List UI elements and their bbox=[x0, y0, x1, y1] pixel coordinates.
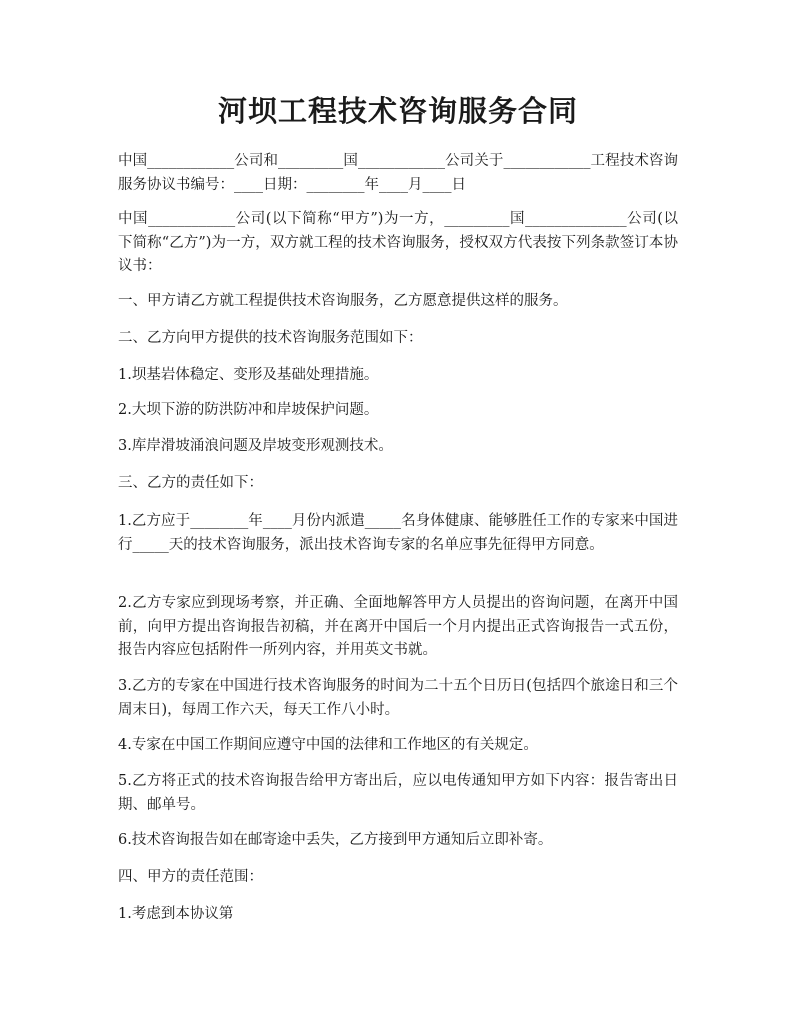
paragraph-clause-4: 四、甲方的责任范围： bbox=[118, 869, 263, 885]
paragraph-clause-3-item-4: 4.专家在中国工作期间应遵守中国的法律和工作地区的有关规定。 bbox=[118, 737, 538, 753]
paragraph-clause-3-item-6: 6.技术咨询报告如在邮寄途中丢失，乙方接到甲方通知后立即补寄。 bbox=[118, 832, 553, 848]
paragraph-parties: 中国____________公司(以下简称“甲方”)为一方，_________国______________公司(以下简称“乙方”)为一方，双方就工程的技术咨询服务，授权双方代表按下列条款签订本协议书： bbox=[118, 211, 678, 274]
paragraph-clause-3-item-1: 1.乙方应于________年____月份内派遣_____名身体健康、能够胜任工作的专家来中国进行_____天的技术咨询服务，派出技术咨询专家的名单应事先征得甲方同意。 bbox=[118, 513, 678, 553]
paragraph-clause-2-item-3: 3.库岸滑坡涌浪问题及岸坡变形观测技术。 bbox=[118, 438, 393, 454]
paragraph-clause-2-item-2: 2.大坝下游的防洪防冲和岸坡保护问题。 bbox=[118, 402, 379, 418]
document-title: 河坝工程技术咨询服务合同 bbox=[217, 94, 578, 128]
paragraph-agreement-header: 中国____________公司和_________国____________公司关于____________工程技术咨询服务协议书编号：____日期：________年____月____日 bbox=[118, 153, 678, 193]
paragraph-clause-1: 一、甲方请乙方就工程提供技术咨询服务，乙方愿意提供这样的服务。 bbox=[118, 293, 568, 309]
paragraph-clause-4-item-1: 1.考虑到本协议第 bbox=[118, 906, 234, 922]
paragraph-clause-3-item-3: 3.乙方的专家在中国进行技术咨询服务的时间为二十五个日历日(包括四个旅途日和三个周末日)，每周工作六天，每天工作八小时。 bbox=[118, 678, 678, 718]
paragraph-clause-3-item-5: 5.乙方将正式的技术咨询报告给甲方寄出后，应以电传通知甲方如下内容：报告寄出日期、邮单号。 bbox=[118, 773, 678, 813]
paragraph-clause-3: 三、乙方的责任如下： bbox=[118, 475, 263, 491]
paragraph-clause-2-item-1: 1.坝基岩体稳定、变形及基础处理措施。 bbox=[118, 367, 379, 383]
paragraph-clause-3-item-2: 2.乙方专家应到现场考察，并正确、全面地解答甲方人员提出的咨询问题，在离开中国前，向甲方提出咨询报告初稿，并在离开中国后一个月内提出正式咨询报告一式五份，报告内容应包括附件一所列内容，并用英文书就。 bbox=[118, 595, 678, 658]
paragraph-clause-2: 二、乙方向甲方提供的技术咨询服务范围如下： bbox=[118, 330, 423, 346]
